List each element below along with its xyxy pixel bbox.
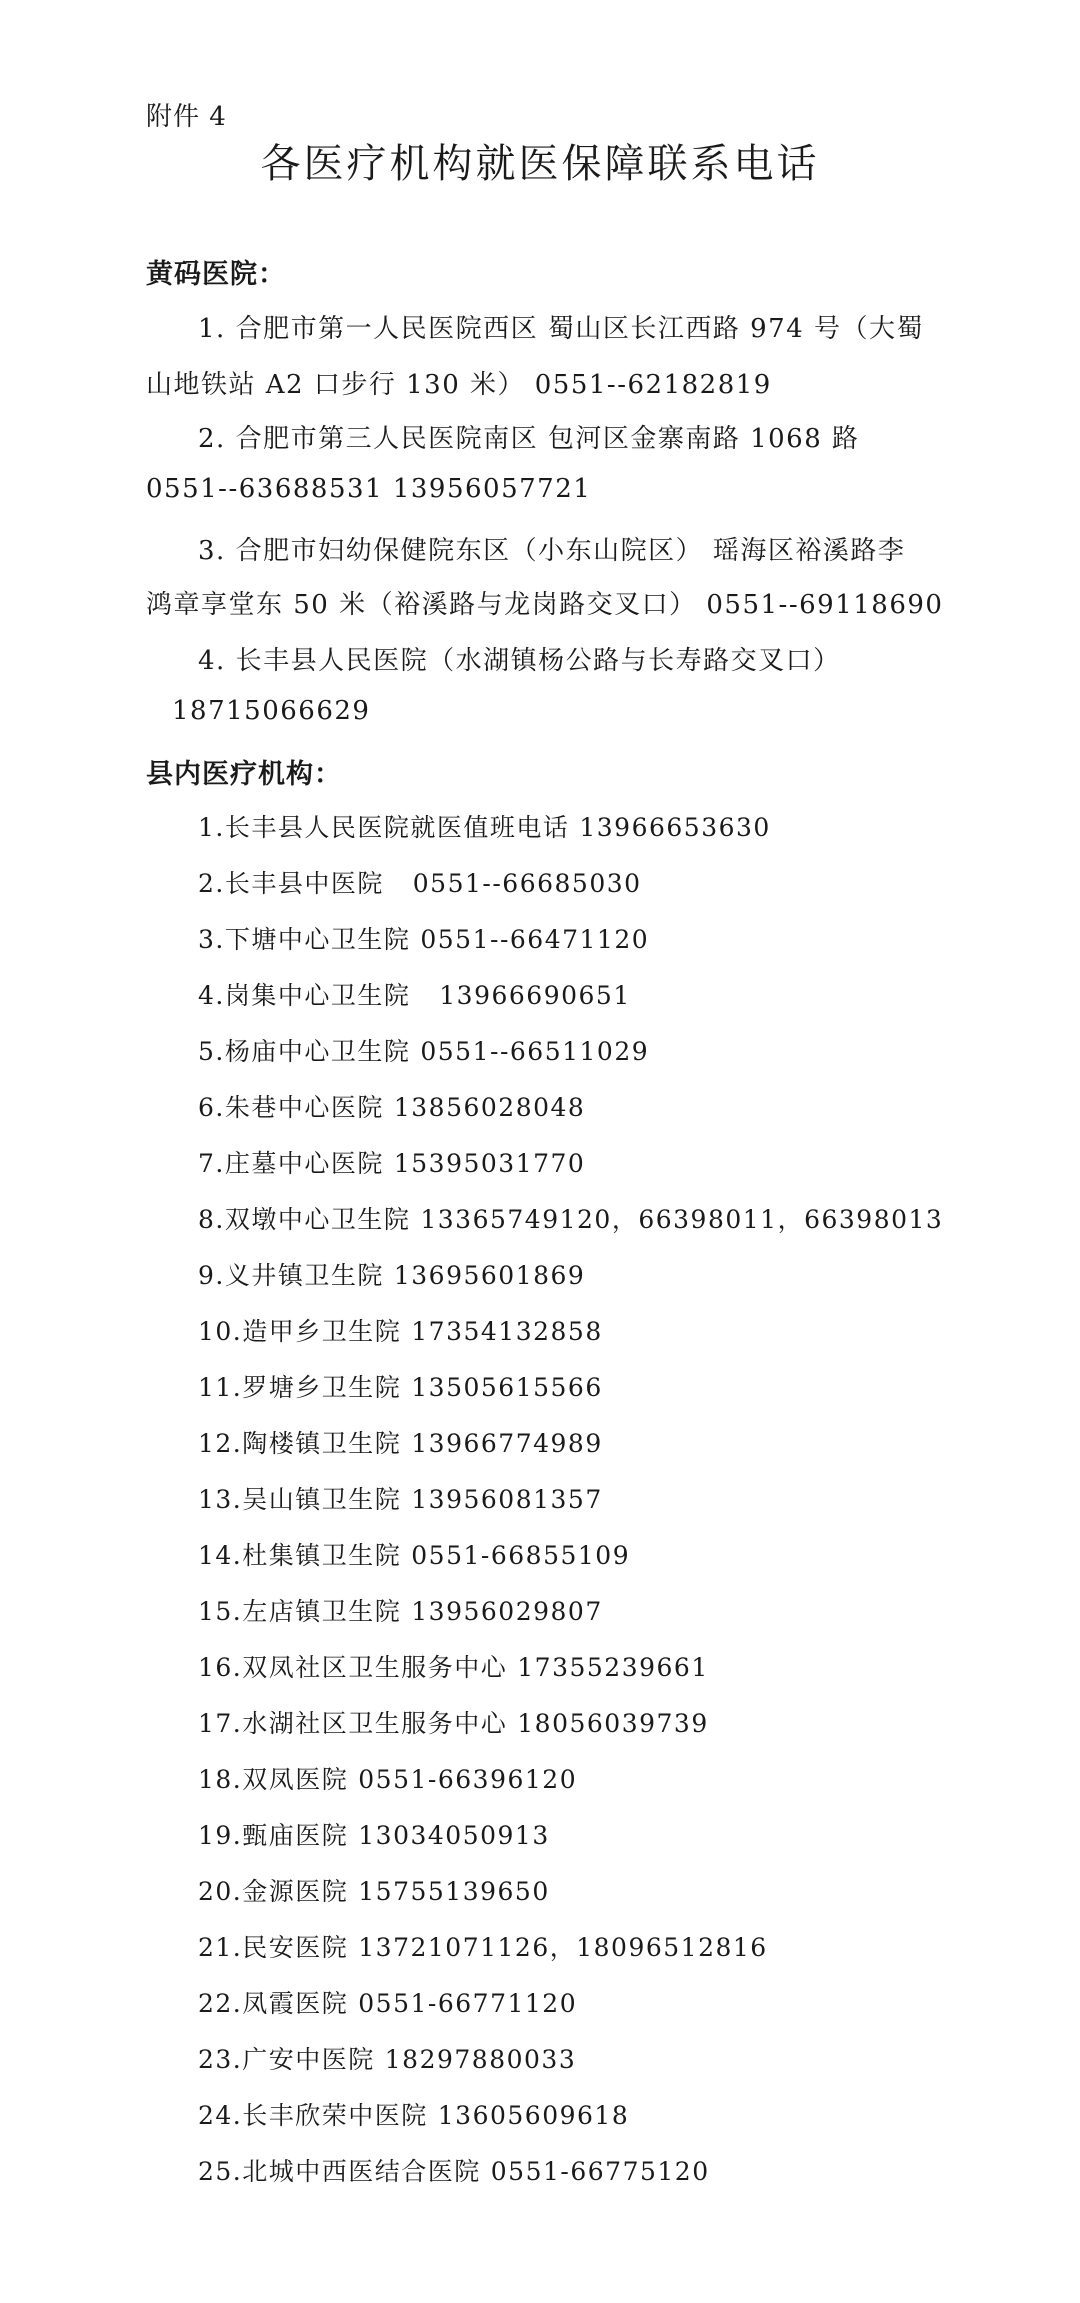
institution-name: 岗集中心卫生院	[224, 981, 411, 1010]
institution-name: 罗塘乡卫生院	[242, 1373, 402, 1402]
item-number: 7.	[198, 1149, 225, 1178]
yellow-item-1-line-2: 山地铁站 A2 口步行 130 米） 0551--62182819	[146, 370, 772, 400]
county-list-item	[198, 864, 642, 900]
item-number: 3.	[198, 925, 225, 954]
phone-number: 15755139650	[358, 1877, 550, 1906]
county-list-item	[198, 2040, 576, 2076]
institution-name: 长丰县人民医院就医值班电话	[224, 813, 570, 842]
county-list-item	[198, 808, 771, 844]
yellow-item-3-line-2: 鸿章享堂东 50 米（裕溪路与龙岗路交叉口） 0551--69118690	[146, 590, 944, 620]
county-list-item	[198, 1256, 585, 1292]
yellow-item-1-line-1: 1. 合肥市第一人民医院西区 蜀山区长江西路 974 号（大蜀	[198, 314, 924, 344]
phone-number: 13966774989	[411, 1429, 603, 1458]
county-list-item	[198, 976, 631, 1012]
phone-number: 13034050913	[358, 1821, 550, 1850]
attachment-label: 附件 4	[146, 102, 227, 132]
institution-name: 双墩中心卫生院	[224, 1205, 411, 1234]
phone-number: 0551-66396120	[358, 1765, 578, 1794]
county-list-item	[198, 1536, 630, 1572]
item-number: 13.	[198, 1485, 243, 1514]
county-list-item	[198, 1144, 585, 1180]
phone-number: 13505615566	[411, 1373, 603, 1402]
item-number: 18.	[198, 1765, 243, 1794]
phone-number: 0551-66855109	[411, 1541, 631, 1570]
phone-number: 13956029807	[411, 1597, 603, 1626]
county-list-item	[198, 2096, 629, 2132]
item-number: 9.	[198, 1261, 225, 1290]
item-number: 16.	[198, 1653, 243, 1682]
item-number: 15.	[198, 1597, 243, 1626]
institution-name: 长丰县中医院	[224, 869, 384, 898]
county-list-item	[198, 1704, 709, 1740]
county-section-heading: 县内医疗机构：	[146, 759, 342, 790]
phone-number: 15395031770	[393, 1149, 586, 1178]
item-number: 6.	[198, 1093, 225, 1122]
institution-name: 庄墓中心医院	[224, 1149, 384, 1178]
phone-number: 18056039739	[517, 1709, 709, 1738]
county-list-item	[198, 1200, 943, 1236]
item-number: 12.	[198, 1429, 243, 1458]
county-list-item	[198, 1872, 550, 1908]
phone-number: 13966690651	[420, 981, 631, 1010]
phone-number: 18297880033	[384, 2045, 577, 2074]
county-list-item	[198, 1312, 603, 1348]
yellow-item-4-line-1: 4. 长丰县人民医院（水湖镇杨公路与长寿路交叉口）	[198, 646, 841, 676]
institution-name: 广安中医院	[242, 2045, 375, 2074]
institution-name: 义井镇卫生院	[224, 1261, 384, 1290]
item-number: 17.	[198, 1709, 243, 1738]
institution-name: 民安医院	[242, 1933, 349, 1962]
county-list-item	[198, 1424, 603, 1460]
item-number: 14.	[198, 1541, 243, 1570]
county-list-item	[198, 1928, 768, 1964]
institution-name: 双凤社区卫生服务中心	[242, 1653, 508, 1682]
item-number: 19.	[198, 1821, 243, 1850]
item-number: 10.	[198, 1317, 243, 1346]
county-list-item	[198, 1480, 603, 1516]
phone-number: 13721071126，18096512816	[358, 1933, 768, 1962]
phone-number: 0551--66471120	[420, 925, 650, 954]
institution-name: 左店镇卫生院	[242, 1597, 402, 1626]
item-number: 20.	[198, 1877, 243, 1906]
item-number: 25.	[198, 2157, 243, 2186]
phone-number: 13365749120，66398011，66398013	[420, 1205, 944, 1234]
yellow-item-2-line-1: 2. 合肥市第三人民医院南区 包河区金寨南路 1068 路	[198, 424, 860, 454]
institution-name: 双凤医院	[242, 1765, 349, 1794]
institution-name: 陶楼镇卫生院	[242, 1429, 402, 1458]
county-list-item	[198, 1592, 603, 1628]
phone-number: 13956081357	[411, 1485, 603, 1514]
institution-name: 凤霞医院	[242, 1989, 349, 2018]
phone-number: 0551-66771120	[358, 1989, 578, 2018]
institution-name: 吴山镇卫生院	[242, 1485, 402, 1514]
phone-number: 13966653630	[579, 813, 771, 842]
institution-name: 杜集镇卫生院	[242, 1541, 402, 1570]
item-number: 5.	[198, 1037, 225, 1066]
institution-name: 长丰欣荣中医院	[242, 2101, 428, 2130]
item-number: 23.	[198, 2045, 243, 2074]
institution-name: 杨庙中心卫生院	[224, 1037, 411, 1066]
item-number: 11.	[198, 1373, 243, 1402]
institution-name: 北城中西医结合医院	[242, 2157, 481, 2186]
county-list-item	[198, 1760, 577, 1796]
yellow-item-2-line-2: 0551--63688531 13956057721	[146, 474, 592, 504]
county-list-item	[198, 1032, 649, 1068]
institution-name: 水湖社区卫生服务中心	[242, 1709, 508, 1738]
county-list-item	[198, 1984, 577, 2020]
county-list-item	[198, 2152, 710, 2188]
phone-number: 13605609618	[437, 2101, 630, 2130]
county-list-item	[198, 1088, 585, 1124]
county-list-item	[198, 920, 649, 956]
phone-number: 13856028048	[393, 1093, 586, 1122]
county-list-item	[198, 1648, 709, 1684]
item-number: 1.	[198, 813, 225, 842]
yellow-item-4-line-2: 18715066629	[172, 696, 371, 726]
item-number: 22.	[198, 1989, 243, 2018]
institution-name: 甄庙医院	[242, 1821, 349, 1850]
item-number: 2.	[198, 869, 225, 898]
yellow-code-section-heading: 黄码医院：	[146, 259, 286, 290]
county-list-item	[198, 1816, 550, 1852]
phone-number: 0551-66775120	[490, 2157, 710, 2186]
yellow-item-3-line-1: 3. 合肥市妇幼保健院东区（小东山院区） 瑶海区裕溪路李	[198, 536, 906, 566]
item-number: 24.	[198, 2101, 243, 2130]
institution-name: 下塘中心卫生院	[224, 925, 411, 954]
phone-number: 0551--66511029	[420, 1037, 650, 1066]
item-number: 4.	[198, 981, 225, 1010]
phone-number: 17354132858	[411, 1317, 603, 1346]
institution-name: 造甲乡卫生院	[242, 1317, 402, 1346]
phone-number: 0551--66685030	[393, 869, 642, 898]
phone-number: 13695601869	[393, 1261, 586, 1290]
page-title: 各医疗机构就医保障联系电话	[260, 141, 820, 187]
item-number: 8.	[198, 1205, 225, 1234]
institution-name: 金源医院	[242, 1877, 349, 1906]
phone-number: 17355239661	[517, 1653, 709, 1682]
institution-name: 朱巷中心医院	[224, 1093, 384, 1122]
item-number: 21.	[198, 1933, 243, 1962]
county-list-item	[198, 1368, 603, 1404]
